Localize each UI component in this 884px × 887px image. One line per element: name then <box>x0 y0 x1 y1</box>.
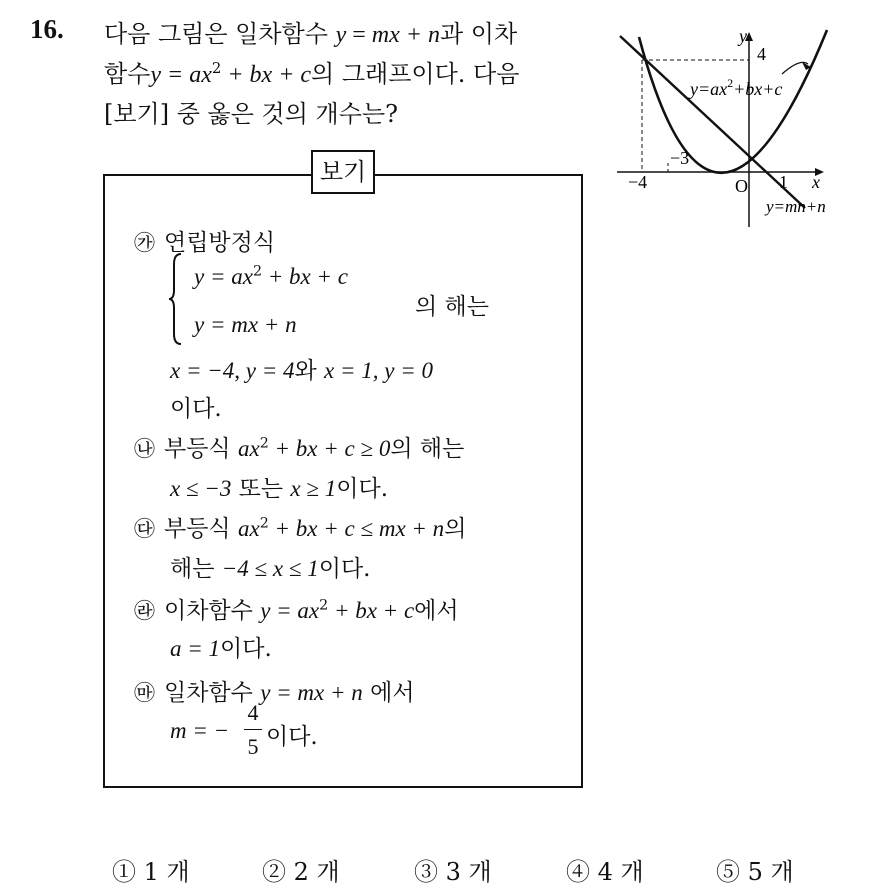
question-math: = <box>346 22 372 48</box>
choice-3[interactable]: ③ 3 개 <box>414 858 492 886</box>
question-math: y <box>335 22 347 48</box>
marker-ra: ㉱ <box>134 599 155 623</box>
x-axis-label: x <box>812 172 820 192</box>
function-graph <box>612 22 882 232</box>
question-text: 과 이차 <box>439 20 518 48</box>
line-label: y=mn+n <box>766 197 826 216</box>
bogi-item-da: ㉰ 부등식 $ax^2$ + bx + c ≤ mx + n의 <box>134 510 466 543</box>
question-math: y = ax <box>150 62 212 88</box>
system-eq-2: y = mx + n <box>194 312 297 337</box>
bogi-item-ma: ㉲ 일차함수 y = mx + n 에서 <box>134 674 415 707</box>
bogi-title: 보기 <box>311 150 375 194</box>
bogi-item-na-line2: x ≤ −3 또는 x ≥ 1이다. <box>170 476 389 502</box>
choice-4[interactable]: ④ 4 개 <box>566 858 644 886</box>
system-end: 이다. <box>170 396 222 422</box>
bogi-item-da-line2: 해는 −4 ≤ x ≤ 1이다. <box>170 556 371 582</box>
system-eq-1: $y = ax^2$ + bx + c <box>194 263 348 289</box>
tick-x-neg4: −4 <box>628 172 648 192</box>
fraction-denominator: 5 <box>247 734 259 759</box>
origin-label: O <box>735 176 748 196</box>
fraction-numerator: 4 <box>247 700 259 725</box>
question-math: + bx + c <box>221 62 312 88</box>
question-math: mx + n <box>371 22 440 48</box>
question-line-2: 함수$y = ax^2$ + bx + c의 그래프이다. 다음 <box>104 59 520 88</box>
choice-5[interactable]: ⑤ 5 개 <box>716 858 794 886</box>
bogi-item-ra-line2: a = 1이다. <box>170 636 272 662</box>
bogi-item-ma-end: 이다. <box>266 724 318 750</box>
bogi-item-ga <box>134 224 275 257</box>
y-axis-label: y <box>739 26 747 46</box>
tick-x-1: 1 <box>779 172 788 192</box>
bogi-item-ra: ㉱ 이차함수 $y = ax^2$ + bx + c에서 <box>134 592 459 625</box>
choice-2[interactable]: ② 2 개 <box>262 858 340 886</box>
question-number: 16. <box>30 14 64 44</box>
fraction-bar <box>244 729 262 730</box>
bogi-item-na: ㉯ 부등식 $ax^2$ + bx + c ≥ 0의 해는 <box>134 430 464 463</box>
marker-na: ㉯ <box>134 437 155 461</box>
question-line-1 <box>104 14 517 49</box>
system-side-text: 의 해는 <box>415 294 489 320</box>
system-solution: x = −4, y = 4와 x = 1, y = 0 <box>170 358 433 384</box>
parabola-label: $y=ax^2+bx+c$ <box>690 76 783 99</box>
marker-ma: ㉲ <box>134 681 155 705</box>
item-text: 연립방정식 <box>164 230 276 256</box>
system-brace <box>168 252 182 346</box>
marker-ga: ㉮ <box>134 231 155 255</box>
straight-line <box>620 36 805 208</box>
choice-1[interactable]: ① 1 개 <box>112 858 190 886</box>
question-text: 함수 <box>104 60 151 88</box>
question-line-3: [보기] 중 옳은 것의 개수는? <box>104 100 398 128</box>
parabola-curve <box>639 30 827 173</box>
tick-x-neg3: −3 <box>670 148 690 168</box>
bogi-item-ma-line2: m = − <box>170 718 230 743</box>
question-text: 의 그래프이다. 다음 <box>311 60 520 88</box>
tick-y-4: 4 <box>757 44 766 64</box>
marker-da: ㉰ <box>134 517 155 541</box>
question-text: 다음 그림은 일차함수 <box>104 20 328 48</box>
